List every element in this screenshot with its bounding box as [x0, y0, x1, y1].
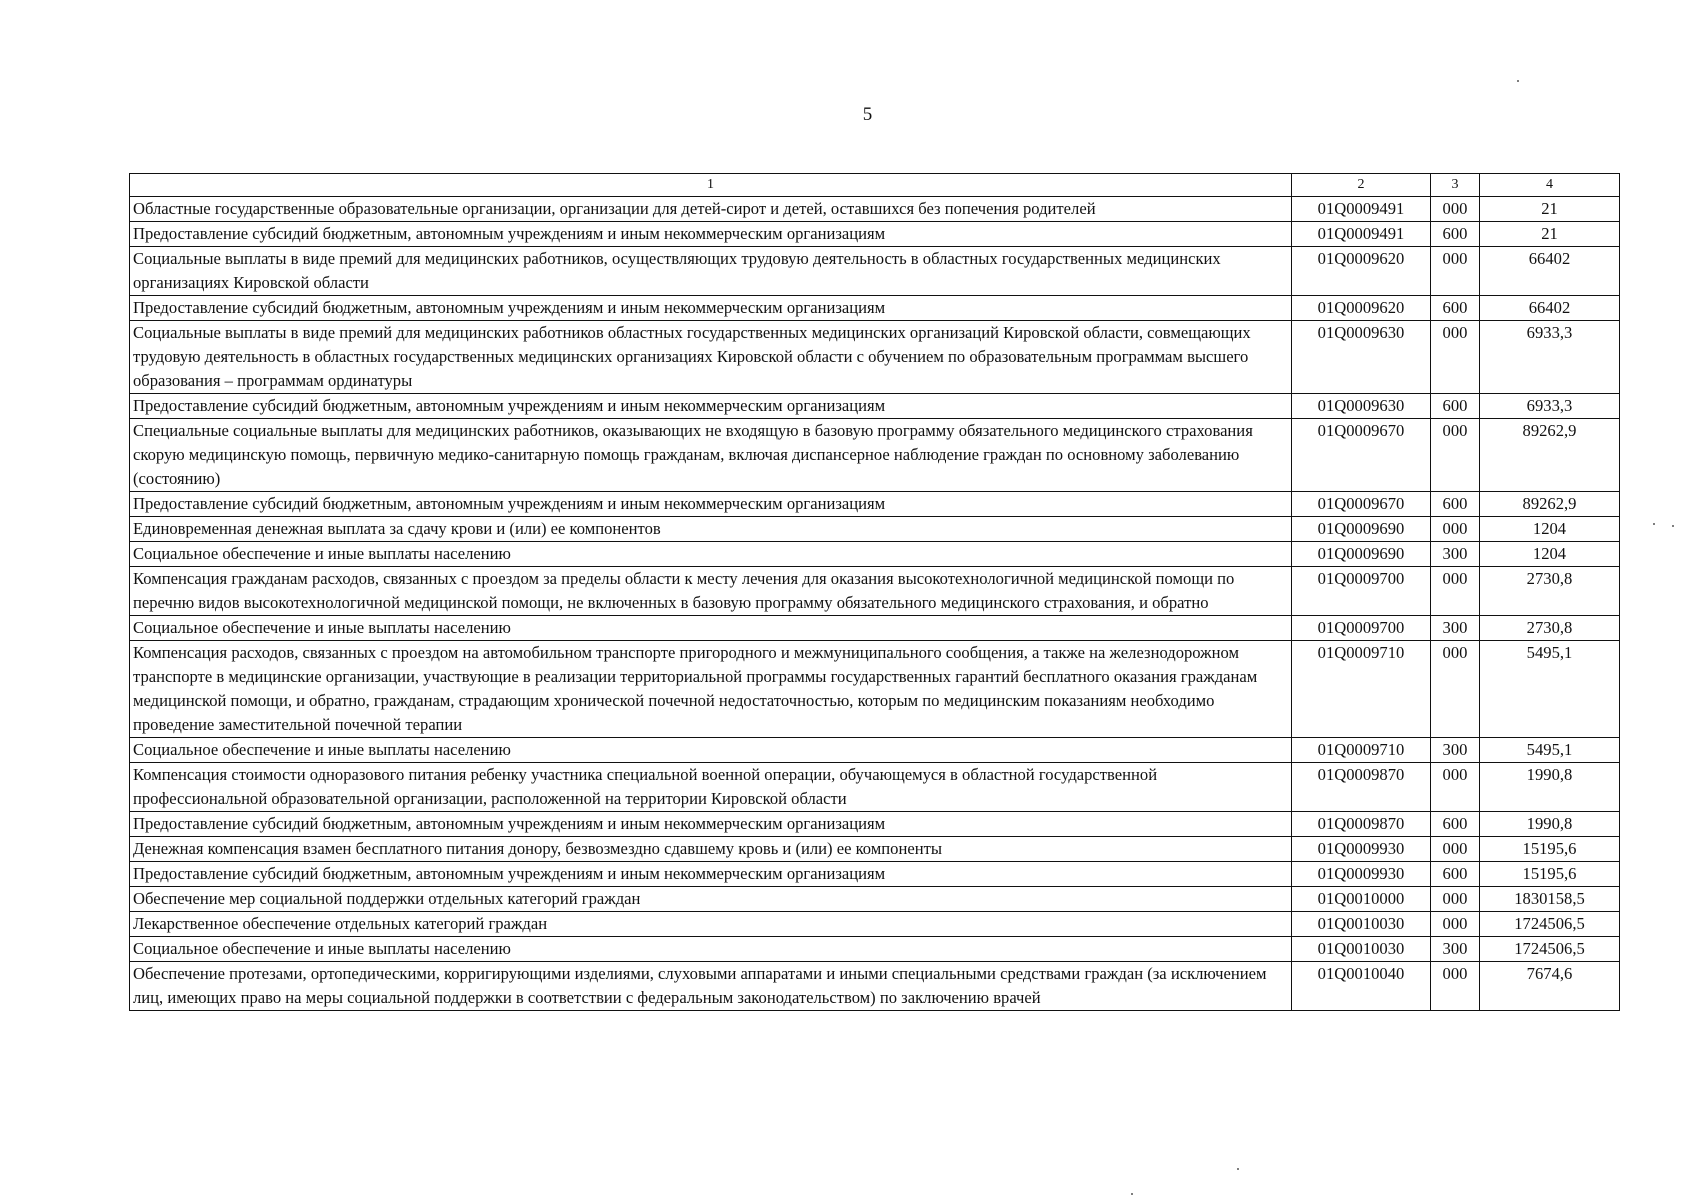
code-cell: 01Q0009870 — [1292, 812, 1431, 837]
type-cell: 000 — [1431, 419, 1480, 492]
type-cell: 000 — [1431, 763, 1480, 812]
table-row — [130, 321, 1620, 394]
name-cell: Социальное обеспечение и иные выплаты населению — [130, 738, 1292, 763]
name-cell: Лекарственное обеспечение отдельных категорий граждан — [130, 912, 1292, 937]
code-cell: 01Q0010030 — [1292, 912, 1431, 937]
type-cell: 000 — [1431, 321, 1480, 394]
table-row — [130, 542, 1620, 567]
table-row — [130, 837, 1620, 862]
type-cell: 000 — [1431, 517, 1480, 542]
code-cell: 01Q0009690 — [1292, 517, 1431, 542]
table-row — [130, 222, 1620, 247]
type-cell: 300 — [1431, 542, 1480, 567]
type-cell: 000 — [1431, 567, 1480, 616]
scan-speck — [1237, 1168, 1239, 1170]
sum-cell: 7674,6 — [1480, 962, 1620, 1011]
budget-table — [129, 173, 1620, 1011]
table-row — [130, 862, 1620, 887]
name-cell: Компенсация расходов, связанных с проездом на автомобильном транспорте пригородного и межмуниципального сообщения, а также на железнодорожном транспорте в медицинские организации, участвующие в реализации территориальной программы государственных гарантий бесплатного оказания гражданам медицинской помощи, и обратно, гражданам, страдающим хронической почечной недостаточностью, которым по медицинским показаниям необходимо проведение заместительной почечной терапии — [130, 641, 1292, 738]
sum-cell: 2730,8 — [1480, 616, 1620, 641]
type-cell: 300 — [1431, 616, 1480, 641]
table-row — [130, 419, 1620, 492]
type-cell: 000 — [1431, 912, 1480, 937]
type-cell: 000 — [1431, 247, 1480, 296]
code-cell: 01Q0009700 — [1292, 567, 1431, 616]
name-cell: Специальные социальные выплаты для медицинских работников, оказывающих не входящую в базовую программу обязательного медицинского страхования скорую медицинскую помощь, первичную медико-санитарную помощь гражданам, включая диспансерное наблюдение граждан по основному заболеванию (состоянию) — [130, 419, 1292, 492]
table-row — [130, 616, 1620, 641]
table-row — [130, 763, 1620, 812]
name-cell: Обеспечение мер социальной поддержки отдельных категорий граждан — [130, 887, 1292, 912]
sum-cell: 66402 — [1480, 247, 1620, 296]
sum-cell: 1724506,5 — [1480, 937, 1620, 962]
scan-speck — [1653, 523, 1655, 525]
sum-cell: 6933,3 — [1480, 394, 1620, 419]
code-cell: 01Q0010040 — [1292, 962, 1431, 1011]
type-cell: 000 — [1431, 197, 1480, 222]
name-cell: Социальное обеспечение и иные выплаты населению — [130, 616, 1292, 641]
name-cell: Компенсация стоимости одноразового питания ребенку участника специальной военной операции, обучающемуся в областной государственной профессиональной образовательной организации, расположенной на территории Кировской области — [130, 763, 1292, 812]
code-cell: 01Q0009930 — [1292, 837, 1431, 862]
code-cell: 01Q0009670 — [1292, 419, 1431, 492]
name-cell: Компенсация гражданам расходов, связанных с проездом за пределы области к месту лечения для оказания высокотехнологичной медицинской помощи по перечню видов высокотехнологичной медицинской помощи, не включенных в базовую программу обязательного медицинского страхования, и обратно — [130, 567, 1292, 616]
sum-cell: 2730,8 — [1480, 567, 1620, 616]
code-cell: 01Q0009870 — [1292, 763, 1431, 812]
name-cell: Денежная компенсация взамен бесплатного питания донору, безвозмездно сдавшему кровь и (или) ее компоненты — [130, 837, 1292, 862]
header-cell: 2 — [1292, 174, 1431, 197]
code-cell: 01Q0009630 — [1292, 394, 1431, 419]
table-row — [130, 812, 1620, 837]
code-cell: 01Q0009690 — [1292, 542, 1431, 567]
scan-speck — [1672, 525, 1674, 527]
table-row — [130, 962, 1620, 1011]
type-cell: 600 — [1431, 296, 1480, 321]
sum-cell: 66402 — [1480, 296, 1620, 321]
code-cell: 01Q0009630 — [1292, 321, 1431, 394]
name-cell: Социальное обеспечение и иные выплаты населению — [130, 937, 1292, 962]
name-cell: Предоставление субсидий бюджетным, автономным учреждениям и иным некоммерческим организациям — [130, 394, 1292, 419]
header-cell: 1 — [130, 174, 1292, 197]
table-row — [130, 247, 1620, 296]
code-cell: 01Q0009670 — [1292, 492, 1431, 517]
code-cell: 01Q0009491 — [1292, 222, 1431, 247]
code-cell: 01Q0009620 — [1292, 247, 1431, 296]
table-row — [130, 492, 1620, 517]
sum-cell: 1990,8 — [1480, 812, 1620, 837]
code-cell: 01Q0009620 — [1292, 296, 1431, 321]
type-cell: 000 — [1431, 962, 1480, 1011]
table-header-row — [130, 174, 1620, 197]
name-cell: Предоставление субсидий бюджетным, автономным учреждениям и иным некоммерческим организациям — [130, 812, 1292, 837]
name-cell: Социальные выплаты в виде премий для медицинских работников областных государственных медицинских организаций Кировской области, совмещающих трудовую деятельность в областных государственных медицинских организациях Кировской области с обучением по образовательным программам высшего образования – программам ординатуры — [130, 321, 1292, 394]
header-cell: 3 — [1431, 174, 1480, 197]
type-cell: 000 — [1431, 887, 1480, 912]
name-cell: Обеспечение протезами, ортопедическими, корригирующими изделиями, слуховыми аппаратами и иными специальными средствами граждан (за исключением лиц, имеющих право на меры социальной поддержки в соответствии с федеральным законодательством) по заключению врачей — [130, 962, 1292, 1011]
name-cell: Социальные выплаты в виде премий для медицинских работников, осуществляющих трудовую деятельность в областных государственных медицинских организациях Кировской области — [130, 247, 1292, 296]
type-cell: 300 — [1431, 738, 1480, 763]
sum-cell: 1830158,5 — [1480, 887, 1620, 912]
type-cell: 600 — [1431, 812, 1480, 837]
type-cell: 300 — [1431, 937, 1480, 962]
sum-cell: 89262,9 — [1480, 492, 1620, 517]
sum-cell: 1204 — [1480, 517, 1620, 542]
code-cell: 01Q0010030 — [1292, 937, 1431, 962]
scan-speck — [1517, 80, 1519, 82]
code-cell: 01Q0009930 — [1292, 862, 1431, 887]
code-cell: 01Q0009491 — [1292, 197, 1431, 222]
sum-cell: 89262,9 — [1480, 419, 1620, 492]
name-cell: Предоставление субсидий бюджетным, автономным учреждениям и иным некоммерческим организациям — [130, 492, 1292, 517]
sum-cell: 15195,6 — [1480, 862, 1620, 887]
sum-cell: 5495,1 — [1480, 738, 1620, 763]
table-row — [130, 912, 1620, 937]
table-row — [130, 197, 1620, 222]
sum-cell: 6933,3 — [1480, 321, 1620, 394]
code-cell: 01Q0009700 — [1292, 616, 1431, 641]
sum-cell: 21 — [1480, 197, 1620, 222]
name-cell: Предоставление субсидий бюджетным, автономным учреждениям и иным некоммерческим организациям — [130, 222, 1292, 247]
table-row — [130, 887, 1620, 912]
page-number: 5 — [862, 104, 873, 125]
type-cell: 000 — [1431, 837, 1480, 862]
sum-cell: 5495,1 — [1480, 641, 1620, 738]
table-row — [130, 738, 1620, 763]
name-cell: Социальное обеспечение и иные выплаты населению — [130, 542, 1292, 567]
name-cell: Единовременная денежная выплата за сдачу крови и (или) ее компонентов — [130, 517, 1292, 542]
table-row — [130, 296, 1620, 321]
sum-cell: 1204 — [1480, 542, 1620, 567]
type-cell: 600 — [1431, 492, 1480, 517]
type-cell: 600 — [1431, 222, 1480, 247]
code-cell: 01Q0009710 — [1292, 738, 1431, 763]
code-cell: 01Q0010000 — [1292, 887, 1431, 912]
code-cell: 01Q0009710 — [1292, 641, 1431, 738]
type-cell: 000 — [1431, 641, 1480, 738]
sum-cell: 1724506,5 — [1480, 912, 1620, 937]
scan-speck — [1131, 1193, 1133, 1195]
sum-cell: 15195,6 — [1480, 837, 1620, 862]
sum-cell: 1990,8 — [1480, 763, 1620, 812]
type-cell: 600 — [1431, 862, 1480, 887]
table-row — [130, 394, 1620, 419]
name-cell: Предоставление субсидий бюджетным, автономным учреждениям и иным некоммерческим организациям — [130, 296, 1292, 321]
table-row — [130, 567, 1620, 616]
table-row — [130, 517, 1620, 542]
name-cell: Областные государственные образовательные организации, организации для детей-сирот и детей, оставшихся без попечения родителей — [130, 197, 1292, 222]
type-cell: 600 — [1431, 394, 1480, 419]
table-row — [130, 641, 1620, 738]
header-cell: 4 — [1480, 174, 1620, 197]
sum-cell: 21 — [1480, 222, 1620, 247]
table-row — [130, 937, 1620, 962]
name-cell: Предоставление субсидий бюджетным, автономным учреждениям и иным некоммерческим организациям — [130, 862, 1292, 887]
